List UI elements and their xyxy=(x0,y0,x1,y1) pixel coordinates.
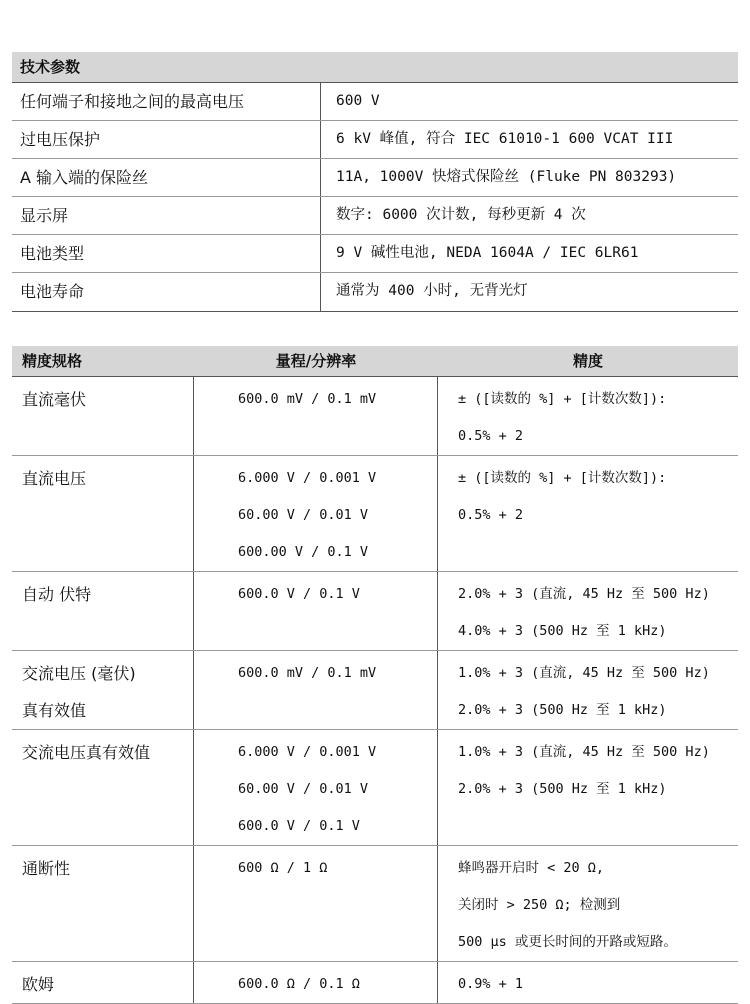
accuracy-value-line: ± ([读数的 %] + [计数次数]): xyxy=(458,391,667,407)
range-resolution-line: 600.0 V / 0.1 V xyxy=(238,586,360,602)
spec-name-cell xyxy=(12,962,194,1003)
spec-name-line: 自动 伏特 xyxy=(22,585,92,604)
accuracy-value-line: 0.5% + 2 xyxy=(458,428,524,444)
spec-name-line: 欧姆 xyxy=(22,975,55,994)
accuracy-value-line: 1.0% + 3 (直流, 45 Hz 至 500 Hz) xyxy=(458,665,710,681)
range-resolution-cell xyxy=(194,651,438,729)
parameter-value: 6 kV 峰值, 符合 IEC 61010-1 600 VCAT III xyxy=(336,131,674,147)
range-resolution-line: 600.0 mV / 0.1 mV xyxy=(238,665,377,681)
range-resolution-cell xyxy=(194,377,438,455)
spec-name-line: 交流电压 (毫伏) xyxy=(22,664,136,683)
range-resolution-line: 600.0 Ω / 0.1 Ω xyxy=(238,976,360,992)
range-resolution-line: 6.000 V / 0.001 V xyxy=(238,470,377,486)
table-row xyxy=(12,846,738,962)
parameter-value: 数字: 6000 次计数, 每秒更新 4 次 xyxy=(336,207,586,223)
parameter-value: 通常为 400 小时, 无背光灯 xyxy=(336,283,528,299)
accuracy-value-line: 2.0% + 3 (直流, 45 Hz 至 500 Hz) xyxy=(458,586,710,602)
accuracy-value-cell xyxy=(438,846,738,961)
accuracy-value-line: 关闭时 > 250 Ω; 检测到 xyxy=(458,897,621,913)
spec-name-line: 真有效值 xyxy=(22,701,87,720)
accuracy-value-cell xyxy=(438,456,738,571)
table-row xyxy=(12,121,738,159)
spec-name-cell xyxy=(12,572,194,650)
technical-parameters-body xyxy=(12,83,738,311)
spec-name-line: 交流电压真有效值 xyxy=(22,743,151,762)
parameter-label: 显示屏 xyxy=(12,197,321,234)
accuracy-value-line: 2.0% + 3 (500 Hz 至 1 kHz) xyxy=(458,702,667,718)
range-resolution-cell xyxy=(194,572,438,650)
technical-parameters-table xyxy=(12,52,738,312)
accuracy-value-line: 2.0% + 3 (500 Hz 至 1 kHz) xyxy=(458,781,667,797)
parameter-label: 任何端子和接地之间的最高电压 xyxy=(12,83,321,120)
spec-name-line: 直流电压 xyxy=(22,469,87,488)
accuracy-specs-body xyxy=(12,377,738,1004)
accuracy-value-cell xyxy=(438,651,738,729)
table-row xyxy=(12,962,738,1004)
spec-name-line: 直流毫伏 xyxy=(22,390,87,409)
table-row xyxy=(12,197,738,235)
spec-name-cell xyxy=(12,651,194,729)
spec-name-cell xyxy=(12,377,194,455)
accuracy-value-cell xyxy=(438,730,738,845)
table-row xyxy=(12,651,738,730)
spec-name-line: 通断性 xyxy=(22,859,71,878)
table-row xyxy=(12,273,738,311)
technical-parameters-header: 技术参数 xyxy=(12,52,738,83)
table-row xyxy=(12,235,738,273)
parameter-value: 9 V 碱性电池, NEDA 1604A / IEC 6LR61 xyxy=(336,245,639,261)
range-resolution-line: 600.00 V / 0.1 V xyxy=(238,544,369,560)
range-resolution-line: 600 Ω / 1 Ω xyxy=(238,860,328,876)
parameter-label: 电池寿命 xyxy=(12,273,321,311)
range-resolution-cell xyxy=(194,730,438,845)
parameter-value: 600 V xyxy=(336,93,380,109)
parameter-value: 11A, 1000V 快熔式保险丝 (Fluke PN 803293) xyxy=(336,169,677,185)
accuracy-value-line: 1.0% + 3 (直流, 45 Hz 至 500 Hz) xyxy=(458,744,710,760)
accuracy-value-cell xyxy=(438,962,738,1003)
header-spec: 精度规格 xyxy=(22,352,83,370)
accuracy-value-line: ± ([读数的 %] + [计数次数]): xyxy=(458,470,667,486)
accuracy-value-cell xyxy=(438,377,738,455)
table-row xyxy=(12,456,738,572)
accuracy-value-line: 4.0% + 3 (500 Hz 至 1 kHz) xyxy=(458,623,667,639)
accuracy-specs-header-row xyxy=(12,346,738,377)
spec-name-cell xyxy=(12,730,194,845)
accuracy-value-cell xyxy=(438,572,738,650)
table-row xyxy=(12,159,738,197)
header-accuracy: 精度 xyxy=(572,352,603,370)
parameter-label: 过电压保护 xyxy=(12,121,321,158)
table-row xyxy=(12,83,738,121)
range-resolution-line: 60.00 V / 0.01 V xyxy=(238,781,369,797)
parameter-label: 电池类型 xyxy=(12,235,321,272)
range-resolution-line: 600.0 V / 0.1 V xyxy=(238,818,360,834)
range-resolution-cell xyxy=(194,456,438,571)
accuracy-value-line: 0.5% + 2 xyxy=(458,507,524,523)
accuracy-value-line: 蜂鸣器开启时 < 20 Ω, xyxy=(458,860,605,876)
parameter-label: A 输入端的保险丝 xyxy=(12,159,321,196)
table-row xyxy=(12,377,738,456)
range-resolution-cell xyxy=(194,846,438,961)
range-resolution-line: 600.0 mV / 0.1 mV xyxy=(238,391,377,407)
header-range-resolution: 量程/分辨率 xyxy=(275,352,357,370)
range-resolution-line: 6.000 V / 0.001 V xyxy=(238,744,377,760)
table-row xyxy=(12,572,738,651)
range-resolution-line: 60.00 V / 0.01 V xyxy=(238,507,369,523)
range-resolution-cell xyxy=(194,962,438,1003)
spec-name-cell xyxy=(12,846,194,961)
accuracy-specs-table xyxy=(12,346,738,1004)
spec-name-cell xyxy=(12,456,194,571)
accuracy-value-line: 0.9% + 1 xyxy=(458,976,524,992)
accuracy-value-line: 500 μs 或更长时间的开路或短路。 xyxy=(458,934,677,950)
table-row xyxy=(12,730,738,846)
